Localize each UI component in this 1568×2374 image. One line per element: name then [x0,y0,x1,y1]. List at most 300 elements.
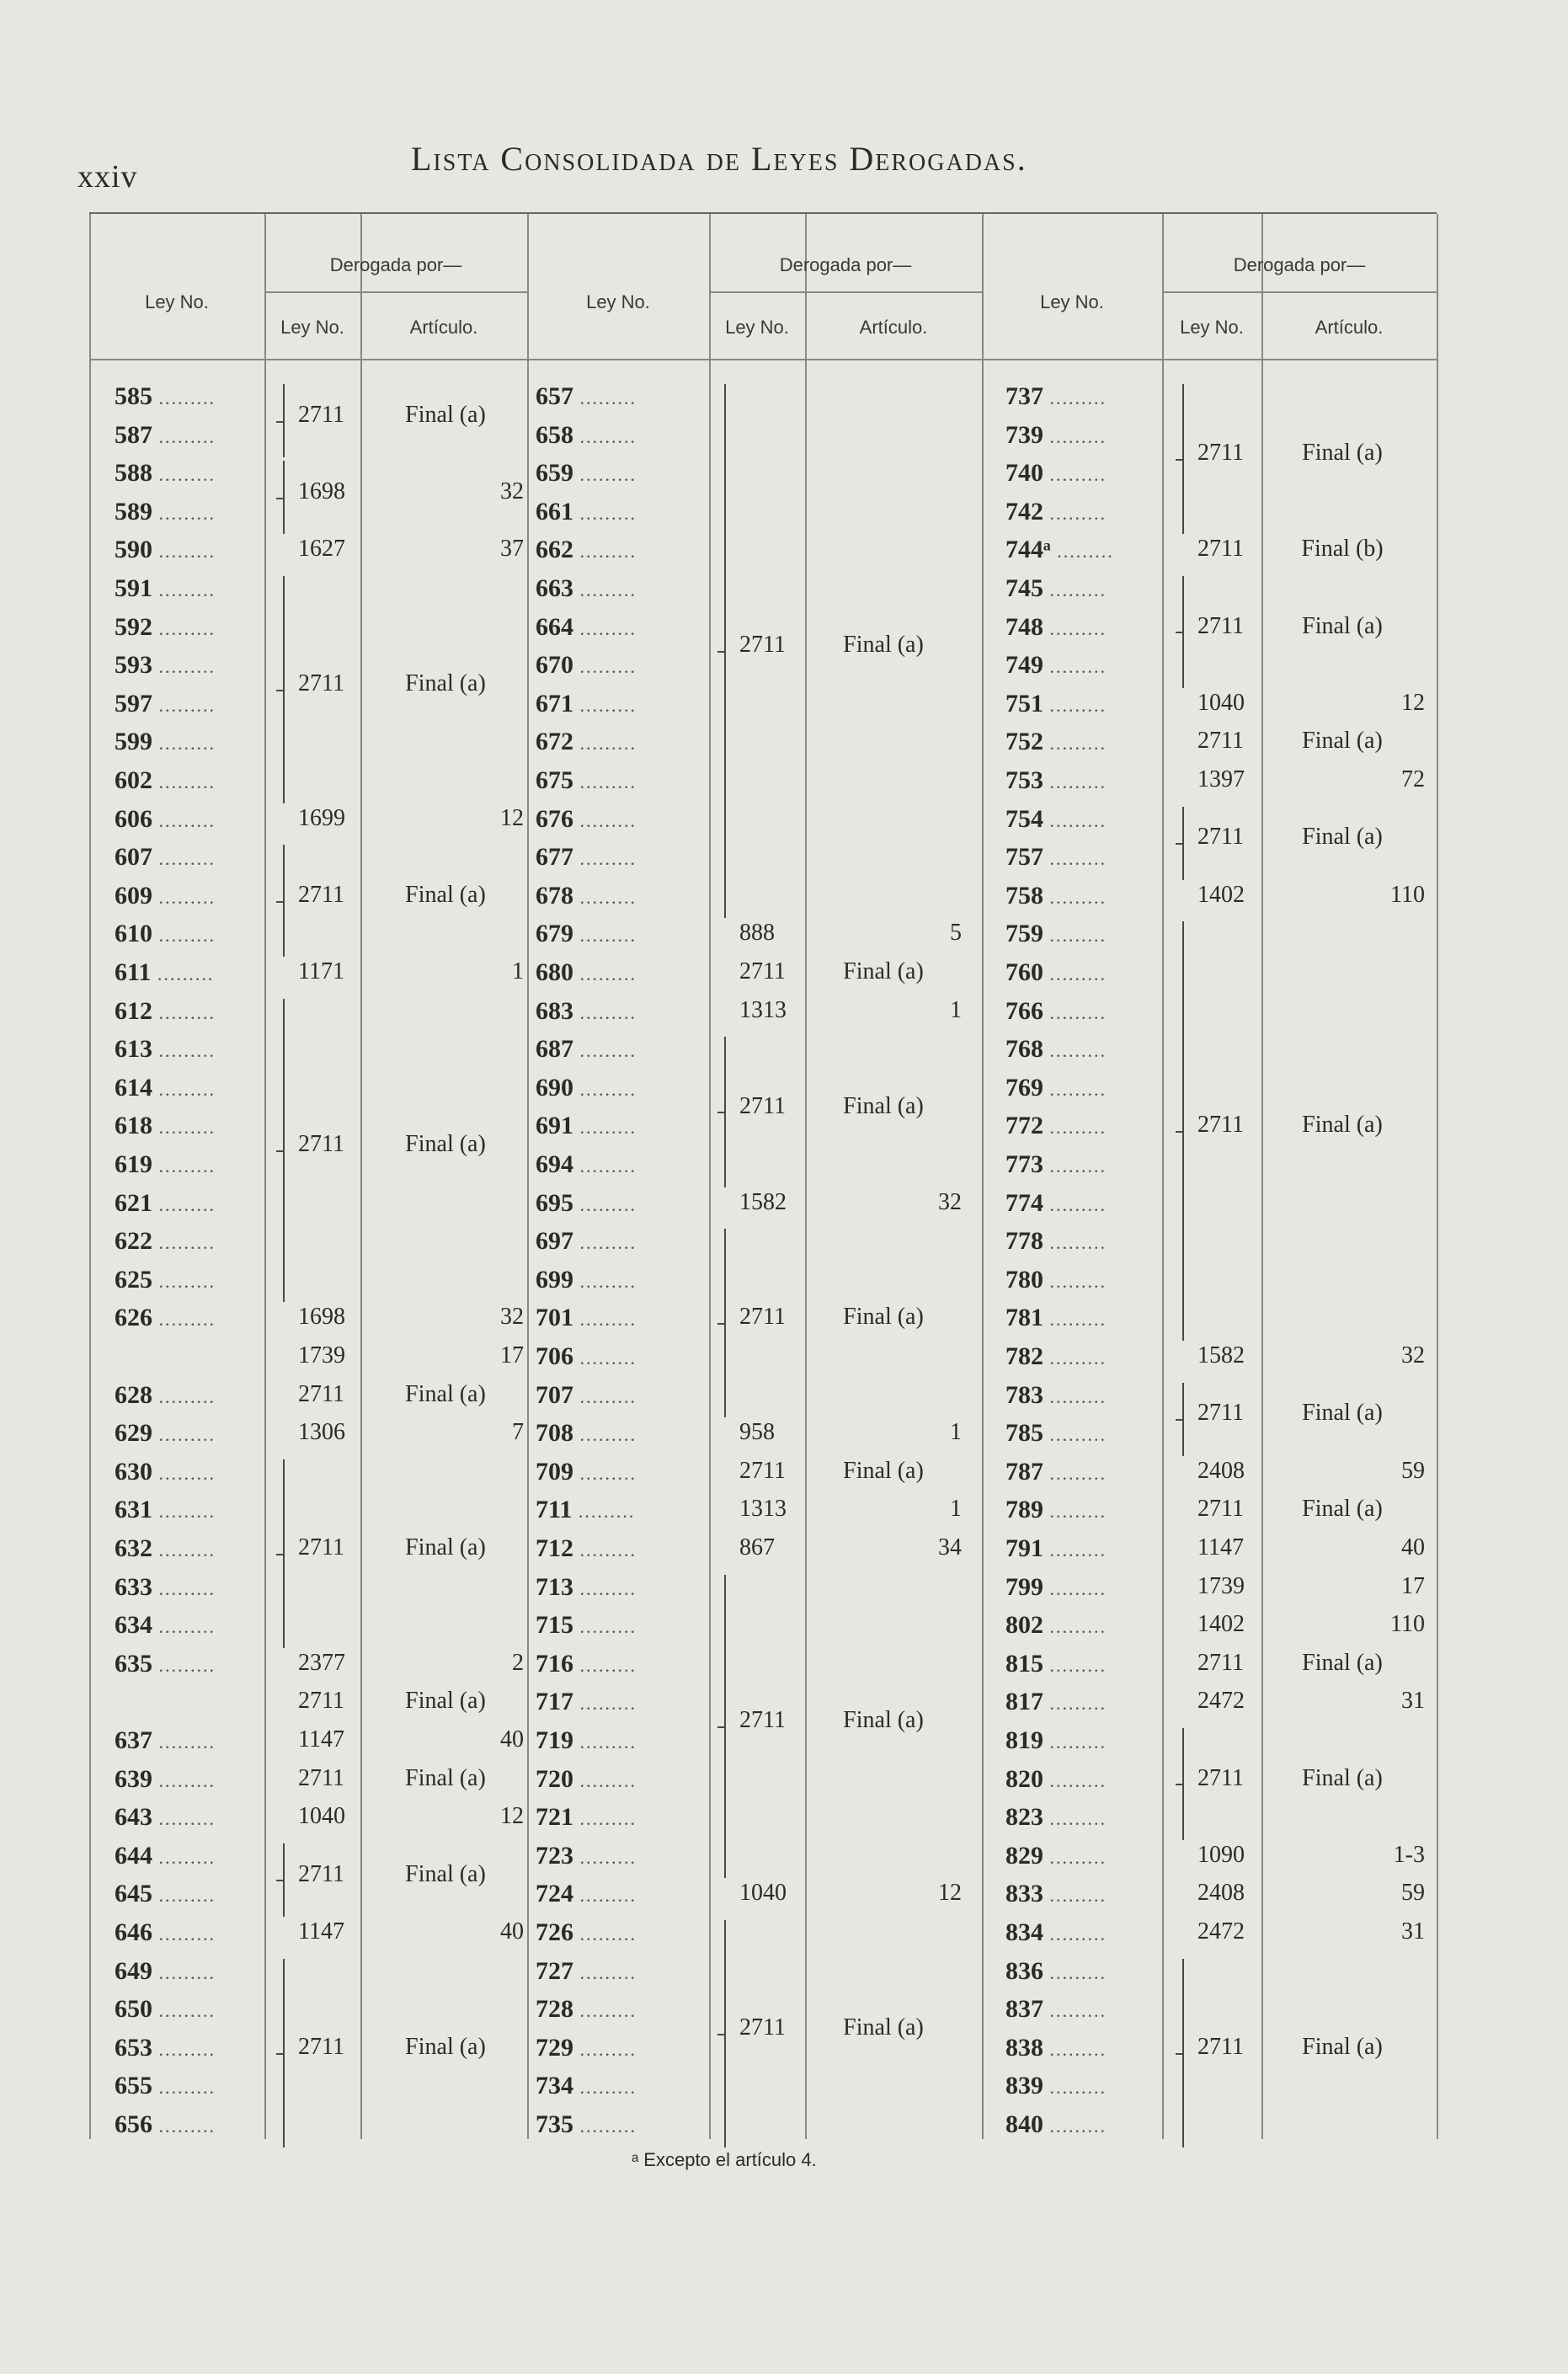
derogada-ley: 2711 [739,1457,786,1484]
leader-dots: ......... [152,1616,216,1638]
ley-number [115,958,283,997]
leader-dots: ......... [152,1001,216,1023]
ley-number-text: 637 [115,1726,152,1754]
ley-number-text: 789 [1005,1496,1043,1524]
derogada-articulo: 17 [1401,1572,1425,1599]
leader-dots: ......... [1043,925,1107,947]
derogada-ley: 1147 [298,1726,344,1752]
ley-number-text: 609 [115,881,152,910]
ley-number-text: 607 [115,843,152,872]
leader-dots: ......... [1043,848,1107,870]
ley-number-text: 838 [1005,2033,1043,2062]
derogada-ley: 2711 [298,881,344,908]
leader-dots: ......... [1043,1616,1107,1638]
ley-number [1005,2110,1182,2149]
ley-number-text: 670 [536,651,573,680]
ley-number [536,1304,712,1342]
leader-dots: ......... [573,1309,637,1331]
ley-number [536,1688,712,1726]
leader-dots: ......... [152,925,216,947]
ley-number-text: 592 [115,612,152,641]
repealed-laws-table [89,212,1437,2139]
ley-number-text: 611 [115,958,152,986]
ley-number [1005,613,1182,652]
ley-number [536,1573,712,1612]
derogada-ley: 2711 [739,1092,786,1119]
ley-number [536,613,712,652]
ley-number-text: 735 [536,2110,573,2138]
ley-number-text: 585 [115,382,152,410]
leader-dots: ......... [573,1232,637,1254]
derogada-ley: 1040 [298,1803,345,1830]
derogada-ley: 888 [739,920,775,947]
leader-dots: ......... [573,1385,637,1407]
leader-dots: ......... [1043,2038,1107,2060]
ley-number [1005,1227,1182,1266]
ley-number [1005,1266,1182,1304]
leader-dots: ......... [1043,2000,1107,2022]
ley-number [536,1496,712,1534]
ley-number [1005,536,1182,574]
ley-number [1005,1957,1182,1996]
grouping-brace [283,999,298,1303]
ley-number-text: 782 [1005,1342,1043,1370]
derogada-ley: 2711 [298,1764,344,1791]
ley-number [115,651,283,690]
leader-dots: ......... [573,848,637,870]
ley-number-text: 758 [1005,881,1043,910]
ley-number-text: 829 [1005,1841,1043,1870]
ley-number-text: 695 [536,1188,573,1217]
ley-number-text: 837 [1005,1995,1043,2024]
derogada-articulo: 72 [1401,766,1425,792]
leader-dots: ......... [573,925,637,947]
leader-dots: ......... [152,1501,216,1523]
derogada-articulo: Final (a) [405,1860,486,1887]
ley-number-text: 840 [1005,2110,1043,2138]
ley-number-text: 612 [115,996,152,1025]
ley-number-text: 694 [536,1150,573,1178]
leader-dots: ......... [573,1693,637,1715]
leader-dots: ......... [573,579,637,600]
ley-number [1005,1803,1182,1842]
ley-number-text: 633 [115,1572,152,1601]
leader-dots: ......... [152,1232,216,1254]
ley-number-text: 701 [536,1304,573,1332]
ley-number [536,1957,712,1996]
derogada-ley: 1090 [1197,1841,1245,1868]
ley-number [536,2072,712,2110]
ley-number [115,1381,283,1420]
ley-number [536,1611,712,1650]
derogada-ley: 1402 [1197,881,1245,908]
ley-number-text: 621 [115,1188,152,1217]
leader-dots: ......... [573,1654,637,1676]
derogada-ley: 2711 [298,670,344,696]
ley-number-text: 618 [115,1112,152,1140]
ley-number-text: 610 [115,920,152,948]
leader-dots: ......... [573,1117,637,1139]
derogada-articulo: 12 [938,1880,962,1907]
ley-number [536,958,712,997]
derogada-ley: 2711 [298,2033,344,2060]
ley-number-text: 834 [1005,1918,1043,1946]
leader-dots: ......... [152,1577,216,1599]
grouping-brace [1182,576,1197,688]
ley-number [115,1074,283,1112]
ley-number-text: 589 [115,497,152,525]
leader-dots: ......... [1043,1654,1107,1676]
ley-number-text: 626 [115,1304,152,1332]
ley-number [536,1726,712,1765]
ley-number [1005,1458,1182,1496]
ley-number-text: 697 [536,1227,573,1256]
derogada-articulo: 5 [950,920,962,947]
ley-number-text: 717 [536,1688,573,1716]
leader-dots: ......... [1043,1693,1107,1715]
ley-number [115,920,283,958]
ley-number-text: 791 [1005,1534,1043,1562]
ley-number [536,1074,712,1112]
ley-number [115,1150,283,1189]
ley-number [536,882,712,920]
ley-number-text: 631 [115,1496,152,1524]
ley-number-text: 588 [115,459,152,488]
derogada-articulo: Final (a) [405,1380,486,1407]
leader-dots: ......... [573,2000,637,2022]
ley-number-text: 634 [115,1611,152,1640]
leader-dots: ......... [1043,1462,1107,1484]
derogada-ley: 958 [739,1419,775,1446]
leader-dots: ......... [152,1846,216,1868]
ley-number [536,843,712,882]
leader-dots: ......... [573,771,637,792]
ley-number [1005,690,1182,728]
derogada-articulo: Final (a) [843,1457,924,1484]
leader-dots: ......... [1043,1078,1107,1100]
leader-dots: ......... [573,1424,637,1446]
leader-dots: ......... [1043,579,1107,600]
ley-number-text: 690 [536,1073,573,1102]
ley-number [115,1534,283,1573]
leader-dots: ......... [152,809,216,831]
leader-dots: ......... [152,1270,216,1292]
derogada-articulo: 2 [512,1649,524,1676]
table-rule [527,214,529,2139]
derogada-ley: 2711 [1197,1400,1244,1427]
leader-dots: ......... [1043,1769,1107,1791]
ley-number [536,651,712,690]
ley-number [115,1918,283,1957]
ley-number-text: 613 [115,1035,152,1064]
ley-number-text: 677 [536,843,573,872]
ley-number [115,690,283,728]
ley-number [536,2110,712,2149]
ley-number-text: 774 [1005,1188,1043,1217]
derogada-ley: 1698 [298,478,345,504]
derogada-articulo: 32 [938,1188,962,1215]
leader-dots: ......... [1043,1040,1107,1062]
grouping-brace [724,1920,739,2147]
leader-dots: ......... [152,2115,216,2137]
ley-number-text: 680 [536,958,573,986]
ley-number-text: 619 [115,1150,152,1178]
ley-number [115,1573,283,1612]
leader-dots: ......... [573,1769,637,1791]
ley-number [1005,728,1182,766]
ley-number [536,382,712,421]
derogada-articulo: Final (a) [405,1764,486,1791]
ley-number [115,2034,283,2073]
ley-number [115,459,283,498]
ley-number [536,2034,712,2073]
ley-number-text: 657 [536,382,573,410]
ley-number [1005,574,1182,613]
derogada-articulo: Final (a) [843,958,924,984]
leader-dots: ......... [573,387,637,408]
derogada-ley: 2711 [298,401,344,428]
derogada-ley: 1147 [298,1918,344,1945]
ley-number [115,536,283,574]
derogada-articulo: 40 [500,1918,524,1945]
leader-dots: ......... [152,848,216,870]
derogada-ley: 1699 [298,804,345,831]
derogada-ley: 1040 [739,1880,787,1907]
ley-number [115,1227,283,1266]
ley-number [536,690,712,728]
ley-number [115,382,283,421]
derogada-articulo: Final (a) [405,881,486,908]
ley-number-text: 649 [115,1956,152,1985]
derogada-articulo: 32 [500,478,524,504]
derogada-ley: 2711 [1197,1496,1244,1523]
ley-number [1005,766,1182,805]
ley-number [1005,1688,1182,1726]
ley-number [1005,805,1182,844]
ley-number [115,421,283,460]
leader-dots: ......... [573,1846,637,1868]
sub-ley-no-header: Ley No. [725,317,789,338]
derogada-articulo: 12 [1401,689,1425,716]
leader-dots: ......... [152,387,216,408]
derogada-articulo: 31 [1401,1918,1425,1945]
derogada-ley: 1397 [1197,766,1245,792]
ley-number-text: 740 [1005,459,1043,488]
ley-number [536,421,712,460]
leader-dots: ......... [152,502,216,524]
ley-number [1005,2034,1182,2073]
ley-number-text: 711 [536,1496,573,1524]
ley-number-text: 671 [536,689,573,718]
leader-dots: ......... [573,617,637,639]
ley-number [115,728,283,766]
leader-dots: ......... [152,1654,216,1676]
derogada-articulo: 40 [500,1726,524,1752]
ley-number [115,1726,283,1765]
leader-dots: ......... [573,733,637,755]
ley-number-text: 672 [536,728,573,756]
leader-dots: ......... [573,464,637,486]
leader-dots: ......... [573,1808,637,1830]
ley-number-text: 655 [115,2072,152,2100]
ley-number [536,1381,712,1420]
ley-number [1005,958,1182,997]
ley-number-text: 739 [1005,420,1043,449]
page-number: xxiv [77,159,138,195]
leader-dots: ......... [152,1923,216,1945]
derogada-ley: 2711 [298,1860,344,1887]
articulo-header: Artículo. [409,317,478,338]
ley-number-text: 721 [536,1803,573,1832]
ley-number [536,1112,712,1150]
ley-number-text: 628 [115,1380,152,1409]
ley-number-text: 737 [1005,382,1043,410]
ley-number-text: 720 [536,1764,573,1793]
derogada-articulo: Final (a) [405,401,486,428]
derogada-ley: 2472 [1197,1918,1245,1945]
ley-number-text: 614 [115,1073,152,1102]
leader-dots: ......... [152,771,216,792]
derogada-articulo: Final (a) [1302,824,1383,851]
ley-number [1005,1419,1182,1458]
leader-dots: ......... [152,1462,216,1484]
grouping-brace [283,1959,298,2147]
ley-number-text: 708 [536,1419,573,1448]
sub-ley-no-header: Ley No. [280,317,344,338]
ley-number [536,459,712,498]
ley-number-text: 802 [1005,1611,1043,1640]
leader-dots: ......... [152,464,216,486]
ley-number [115,1995,283,2034]
ley-number [536,1342,712,1381]
leader-dots: ......... [152,2077,216,2099]
ley-number-text: 602 [115,766,152,794]
grouping-brace [724,1229,739,1417]
ley-number [1005,1342,1182,1381]
ley-number [1005,382,1182,421]
derogada-ley: 2711 [739,632,786,659]
leader-dots: ......... [1043,1232,1107,1254]
ley-number [1005,1880,1182,1918]
grouping-brace [1182,384,1197,534]
derogada-ley: 2377 [298,1649,345,1676]
grouping-brace [283,576,298,803]
ley-number-text: 709 [536,1457,573,1486]
ley-number [1005,1995,1182,2034]
derogada-ley: 1171 [298,958,344,984]
grouping-brace [1182,1728,1197,1840]
ley-number-text: 752 [1005,728,1043,756]
ley-number-text: 691 [536,1112,573,1140]
derogada-ley: 1040 [1197,689,1245,716]
leader-dots: ......... [573,1040,637,1062]
ley-number-text: 687 [536,1035,573,1064]
leader-dots: ......... [573,1270,637,1292]
leader-dots: ......... [573,1078,637,1100]
ley-number [115,997,283,1036]
ley-number [115,1842,283,1881]
derogada-ley: 2711 [1197,1649,1244,1676]
derogada-ley: 1739 [298,1342,345,1368]
derogada-articulo: Final (a) [1302,728,1383,755]
derogada-articulo: Final (a) [1302,612,1383,639]
leader-dots: ......... [152,1117,216,1139]
derogada-ley: 2711 [739,2014,786,2041]
ley-number-text: 753 [1005,766,1043,794]
derogada-ley: 2711 [739,1707,786,1734]
ley-number-text: 757 [1005,843,1043,872]
grouping-brace [283,461,298,534]
derogada-articulo: Final (a) [843,1092,924,1119]
leader-dots: ......... [152,617,216,639]
derogada-articulo: Final (a) [1302,1112,1383,1139]
grouping-brace [724,1575,739,1879]
leader-dots: ......... [1043,733,1107,755]
ley-number [115,766,283,805]
ley-number [115,498,283,536]
derogada-articulo: Final (a) [1302,440,1383,467]
ley-number [1005,1074,1182,1112]
ley-number [1005,651,1182,690]
leader-dots: ......... [1043,886,1107,908]
leader-dots: ......... [573,541,637,563]
derogada-ley: 2711 [1197,536,1244,563]
ley-number-text: 772 [1005,1112,1043,1140]
articulo-header: Artículo. [859,317,928,338]
ley-number-text: 597 [115,689,152,718]
leader-dots: ......... [1050,541,1114,563]
leader-dots: ......... [152,1769,216,1791]
ley-number-text: 675 [536,766,573,794]
leader-dots: ......... [152,1309,216,1331]
ley-number [1005,1573,1182,1612]
leader-dots: ......... [573,886,637,908]
ley-number-text: 661 [536,497,573,525]
ley-number [536,1227,712,1266]
derogada-articulo: 37 [500,536,524,563]
ley-number [1005,421,1182,460]
leader-dots: ......... [573,1731,637,1752]
leader-dots: ......... [152,1424,216,1446]
derogada-ley: 2711 [1197,1764,1244,1791]
ley-number-text: 699 [536,1265,573,1294]
leader-dots: ......... [573,694,637,716]
derogada-ley: 2711 [739,1304,786,1331]
leader-dots: ......... [152,733,216,755]
leader-dots: ......... [1043,464,1107,486]
leader-dots: ......... [573,1923,637,1945]
leader-dots: ......... [1043,1117,1107,1139]
leader-dots: ......... [152,1539,216,1560]
derogada-ley: 2408 [1197,1880,1245,1907]
ley-number [536,920,712,958]
ley-number-text: 639 [115,1764,152,1793]
header-bottom-rule [982,359,1437,360]
ley-number [536,574,712,613]
ley-number-text: 706 [536,1342,573,1370]
ley-number-text: 728 [536,1995,573,2024]
ley-number [115,1035,283,1074]
leader-dots: ......... [573,1961,637,1983]
ley-number [115,1765,283,1804]
ley-number [115,1458,283,1496]
ley-number-text: 645 [115,1880,152,1908]
ley-number-text: 606 [115,804,152,833]
ley-number-text: 785 [1005,1419,1043,1448]
leader-dots: ......... [1043,1961,1107,1983]
ley-number-text: 815 [1005,1649,1043,1678]
ley-number-text: 663 [536,574,573,602]
